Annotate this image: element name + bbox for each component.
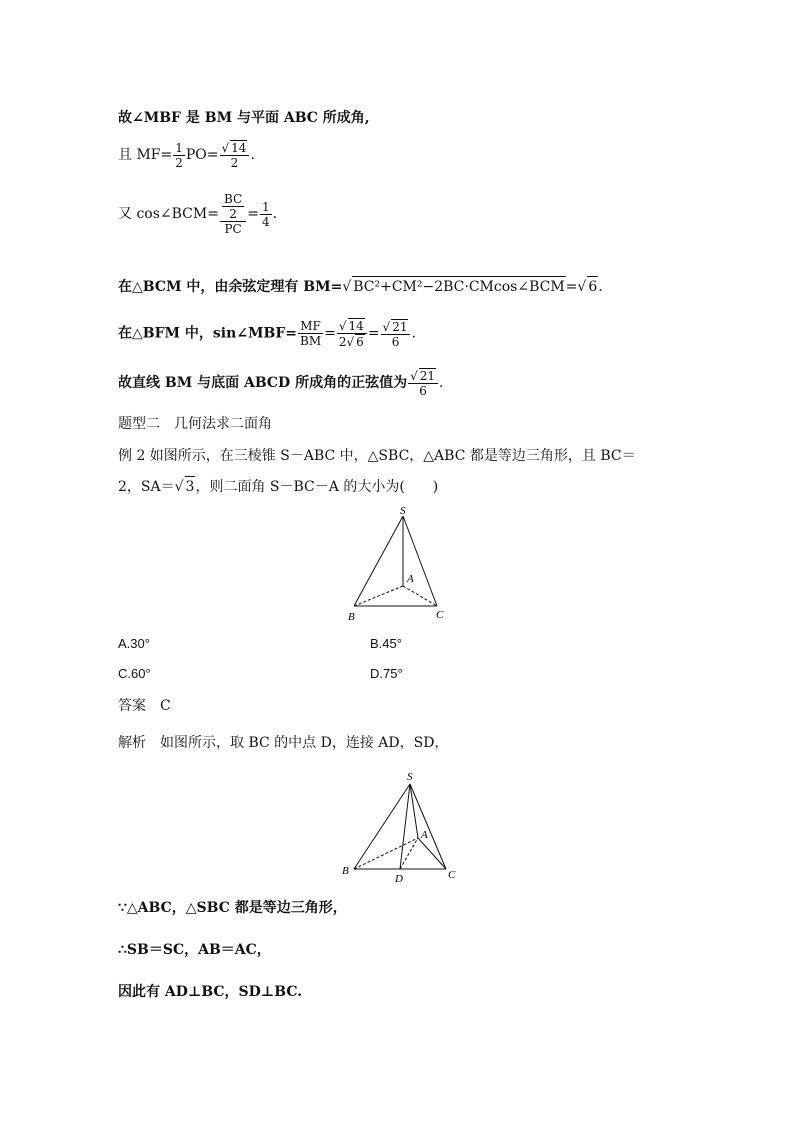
- inner-fraction: [222, 192, 244, 221]
- fraction-half: [173, 141, 185, 170]
- label-C: C: [436, 609, 444, 621]
- fraction-mf-bm: [298, 319, 323, 348]
- frac-den: 6: [391, 334, 400, 349]
- edge-AC: [403, 586, 437, 606]
- l2-prefix: 且 MF=: [118, 147, 173, 163]
- edge-SC: [410, 784, 446, 869]
- sqrt-radicand: 6: [356, 335, 364, 349]
- label-S: S: [400, 505, 406, 517]
- fraction-sqrt14-over-2: [220, 140, 250, 170]
- l4-prefix: 在△BCM 中，由余弦定理有 BM=: [118, 279, 343, 295]
- frac-den: 2: [175, 155, 183, 170]
- inner-num: BC: [223, 192, 243, 206]
- frac-den: PC: [224, 222, 242, 236]
- label-S: S: [407, 771, 413, 783]
- label-C: C: [448, 869, 456, 881]
- option-a: A.30°: [118, 636, 150, 651]
- example-line-1: 例 2 如图所示，在三棱锥 S－ABC 中，△SBC，△ABC 都是等边三角形，且 BC＝: [118, 448, 636, 464]
- l3-eq: =: [247, 206, 259, 222]
- text-line-6: 故直线 BM 与底面 ABCD 所成角的正弦值为 $\frac{√ 21}{6}$ .: [118, 369, 444, 398]
- text-line-4: 在△BCM 中，由余弦定理有 BM=√ BC²+CM²−2BC·CMcos∠BCM=√ 6.: [118, 276, 603, 297]
- frac-den: BM: [300, 334, 322, 348]
- option-b: B.45°: [370, 636, 402, 651]
- l4-eq: =: [565, 279, 578, 295]
- frac-num: √ 21: [408, 368, 438, 384]
- compound-fraction: [220, 192, 246, 236]
- frac-num: [220, 192, 246, 222]
- edge-BA: [354, 586, 403, 606]
- edge-AC: [418, 838, 446, 869]
- frac-den: 2: [230, 156, 239, 170]
- label-B: B: [348, 611, 355, 623]
- sqrt-radicand: 3: [185, 476, 196, 497]
- label-D: D: [395, 873, 403, 885]
- hence-line: 因此有 AD⊥BC，SD⊥BC.: [118, 984, 303, 1000]
- ex2-post: ，则二面角 S－BC－A 的大小为( ): [195, 479, 439, 495]
- label-B: B: [342, 865, 349, 877]
- tetrahedron-figure-2: [338, 768, 468, 888]
- frac-num: √ 14: [337, 318, 367, 334]
- l6-prefix: 故直线 BM 与底面 ABCD 所成角的正弦值为: [118, 375, 408, 391]
- text-line-1: 故∠MBF 是 BM 与平面 ABC 所成角,: [118, 110, 370, 126]
- sqrt-radicand: 21: [419, 369, 436, 383]
- sqrt-radicand: 14: [231, 141, 247, 155]
- label-A: A: [421, 829, 428, 841]
- sqrt-radicand: BC²+CM²−2BC·CMcos∠BCM: [352, 276, 565, 297]
- tetrahedron-figure-1: [340, 504, 470, 624]
- label-A: A: [407, 573, 414, 585]
- l5-eq1: =: [324, 325, 336, 342]
- frac-den: 4: [261, 214, 270, 229]
- option-d: D.75°: [370, 666, 403, 681]
- frac-num: √ 21: [381, 319, 411, 335]
- frac-num: MF: [298, 319, 323, 334]
- l2-mid: PO=: [185, 147, 219, 163]
- sqrt-radicand: 21: [392, 319, 408, 334]
- l5-prefix: 在△BFM 中，sin∠MBF=: [118, 325, 298, 342]
- sqrt-radicand: 14: [348, 319, 364, 333]
- section-heading: 题型二 几何法求二面角: [118, 416, 272, 432]
- fraction-quarter: [260, 200, 272, 229]
- since-line: ∵△ABC，△SBC 都是等边三角形，: [118, 900, 347, 916]
- therefore-line: ∴SB＝SC，AB＝AC，: [118, 942, 271, 958]
- analysis-line: 解析 如图所示，取 BC 的中点 D，连接 AD，SD，: [118, 735, 449, 751]
- edge-BA: [354, 838, 418, 869]
- frac-num: 1: [175, 140, 183, 155]
- edge-SA: [410, 784, 418, 838]
- text-line-2: 且 MF= $\frac{1}{2}$ PO= $\frac{√ 14}{2}$ .: [118, 140, 255, 170]
- inner-den: 2: [229, 207, 237, 221]
- fraction-sqrt14-2sqrt6: [337, 318, 367, 349]
- frac-den: 6: [419, 384, 427, 398]
- fraction-sqrt21-6: [408, 368, 438, 398]
- text-line-5: 在△BFM 中，sin∠MBF= $\frac{MF}{BM}$ = $\frac{√ 14}{2√ 6}$ = $\frac{√ 21}{6}$ .: [118, 319, 416, 349]
- ex2-pre: 2，SA＝: [118, 479, 175, 495]
- answer-line: 答案 C: [118, 698, 171, 714]
- frac-num: 1: [261, 199, 270, 214]
- frac-num: √ 14: [220, 140, 250, 156]
- edge-SC: [403, 516, 437, 606]
- edge-SB: [354, 516, 403, 606]
- option-c: C.60°: [118, 666, 151, 681]
- l5-eq2: =: [367, 325, 380, 342]
- example-line-2: 2，SA＝√ 3，则二面角 S－BC－A 的大小为( ): [118, 476, 438, 497]
- frac-den: 2√ 6: [338, 335, 364, 349]
- sqrt-radicand: 6: [587, 276, 598, 297]
- l3-prefix: 又 cos∠BCM=: [118, 206, 219, 222]
- fraction-sqrt21-6: [381, 319, 411, 349]
- text-line-3: 又 cos∠BCM= $\frac{\frac{BC}{2}}{PC}$ = $\frac{1}{4}$ .: [118, 192, 278, 236]
- den-coef: 2: [338, 335, 347, 349]
